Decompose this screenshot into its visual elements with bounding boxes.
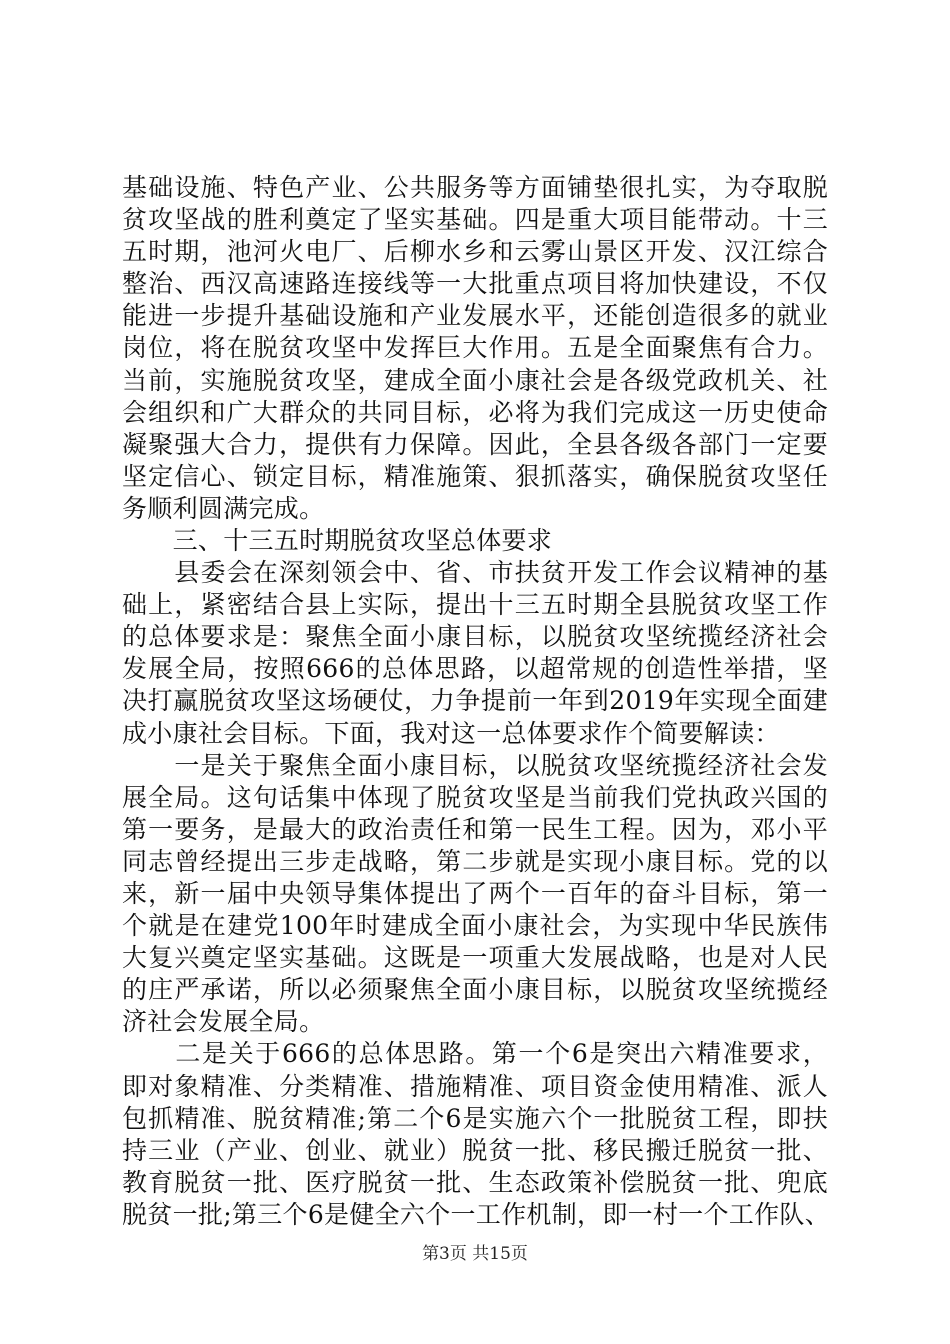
paragraph-line: 的庄严承诺，所以必须聚焦全面小康目标，以脱贫攻坚统揽经 — [122, 975, 828, 1004]
paragraph-line: 发展全局，按照666的总体思路，以超常规的创造性举措，坚 — [122, 654, 828, 683]
paragraph-line: 务顺利圆满完成。 — [122, 494, 325, 523]
paragraph-line: 脱贫一批;第三个6是健全六个一工作机制，即一村一个工作队、 — [122, 1200, 831, 1229]
paragraph-line: 教育脱贫一批、医疗脱贫一批、生态政策补偿脱贫一批、兜底 — [122, 1168, 828, 1197]
paragraph-line: 来，新一届中央领导集体提出了两个一百年的奋斗目标，第一 — [122, 879, 828, 908]
paragraph-line: 能进一步提升基础设施和产业发展水平，还能创造很多的就业 — [122, 301, 828, 330]
paragraph-line: 凝聚强大合力，提供有力保障。因此，全县各级各部门一定要 — [122, 430, 828, 459]
paragraph-line: 包抓精准、脱贫精准;第二个6是实施六个一批脱贫工程，即扶 — [122, 1104, 828, 1133]
paragraph-line: 贫攻坚战的胜利奠定了坚实基础。四是重大项目能带动。十三 — [122, 205, 828, 234]
paragraph-line: 坚定信心、锁定目标，精准施策、狠抓落实，确保脱贫攻坚任 — [122, 462, 828, 491]
paragraph-line: 即对象精准、分类精准、措施精准、项目资金使用精准、派人 — [122, 1072, 828, 1101]
paragraph-line: 同志曾经提出三步走战略，第二步就是实现小康目标。党的以 — [122, 847, 828, 876]
section-heading: 三、十三五时期脱贫攻坚总体要求 — [122, 526, 553, 555]
page-number-footer: 第3页 共15页 — [422, 1244, 528, 1264]
paragraph-line: 会组织和广大群众的共同目标，必将为我们完成这一历史使命 — [122, 398, 828, 427]
paragraph-line: 济社会发展全局。 — [122, 1007, 325, 1036]
paragraph-line: 大复兴奠定坚实基础。这既是一项重大发展战略，也是对人民 — [122, 943, 828, 972]
paragraph-line: 展全局。这句话集中体现了脱贫攻坚是当前我们党执政兴国的 — [122, 783, 828, 812]
paragraph-line: 础上，紧密结合县上实际，提出十三五时期全县脱贫攻坚工作 — [122, 590, 828, 619]
paragraph-line: 个就是在建党100年时建成全面小康社会，为实现中华民族伟 — [122, 911, 828, 940]
paragraph-line: 五时期，池河火电厂、后柳水乡和云雾山景区开发、汉江综合 — [122, 237, 828, 266]
paragraph-line: 当前，实施脱贫攻坚，建成全面小康社会是各级党政机关、社 — [122, 366, 828, 395]
paragraph-line: 成小康社会目标。下面，我对这一总体要求作个简要解读： — [122, 719, 780, 748]
paragraph-line: 县委会在深刻领会中、省、市扶贫开发工作会议精神的基 — [122, 558, 828, 587]
paragraph-line: 持三业（产业、创业、就业）脱贫一批、移民搬迁脱贫一批、 — [122, 1136, 828, 1165]
paragraph-line: 的总体要求是：聚焦全面小康目标，以脱贫攻坚统揽经济社会 — [122, 622, 828, 651]
paragraph-line: 整治、西汉高速路连接线等一大批重点项目将加快建设，不仅 — [122, 269, 828, 298]
paragraph-line: 岗位，将在脱贫攻坚中发挥巨大作用。五是全面聚焦有合力。 — [122, 333, 828, 362]
paragraph-line: 第一要务，是最大的政治责任和第一民生工程。因为，邓小平 — [122, 815, 828, 844]
paragraph-line: 决打赢脱贫攻坚这场硬仗，力争提前一年到2019年实现全面建 — [122, 686, 828, 715]
paragraph-line: 基础设施、特色产业、公共服务等方面铺垫很扎实，为夺取脱 — [122, 173, 828, 202]
paragraph-line: 一是关于聚焦全面小康目标，以脱贫攻坚统揽经济社会发 — [122, 751, 828, 780]
paragraph-line: 二是关于666的总体思路。第一个6是突出六精准要求， — [122, 1039, 828, 1068]
